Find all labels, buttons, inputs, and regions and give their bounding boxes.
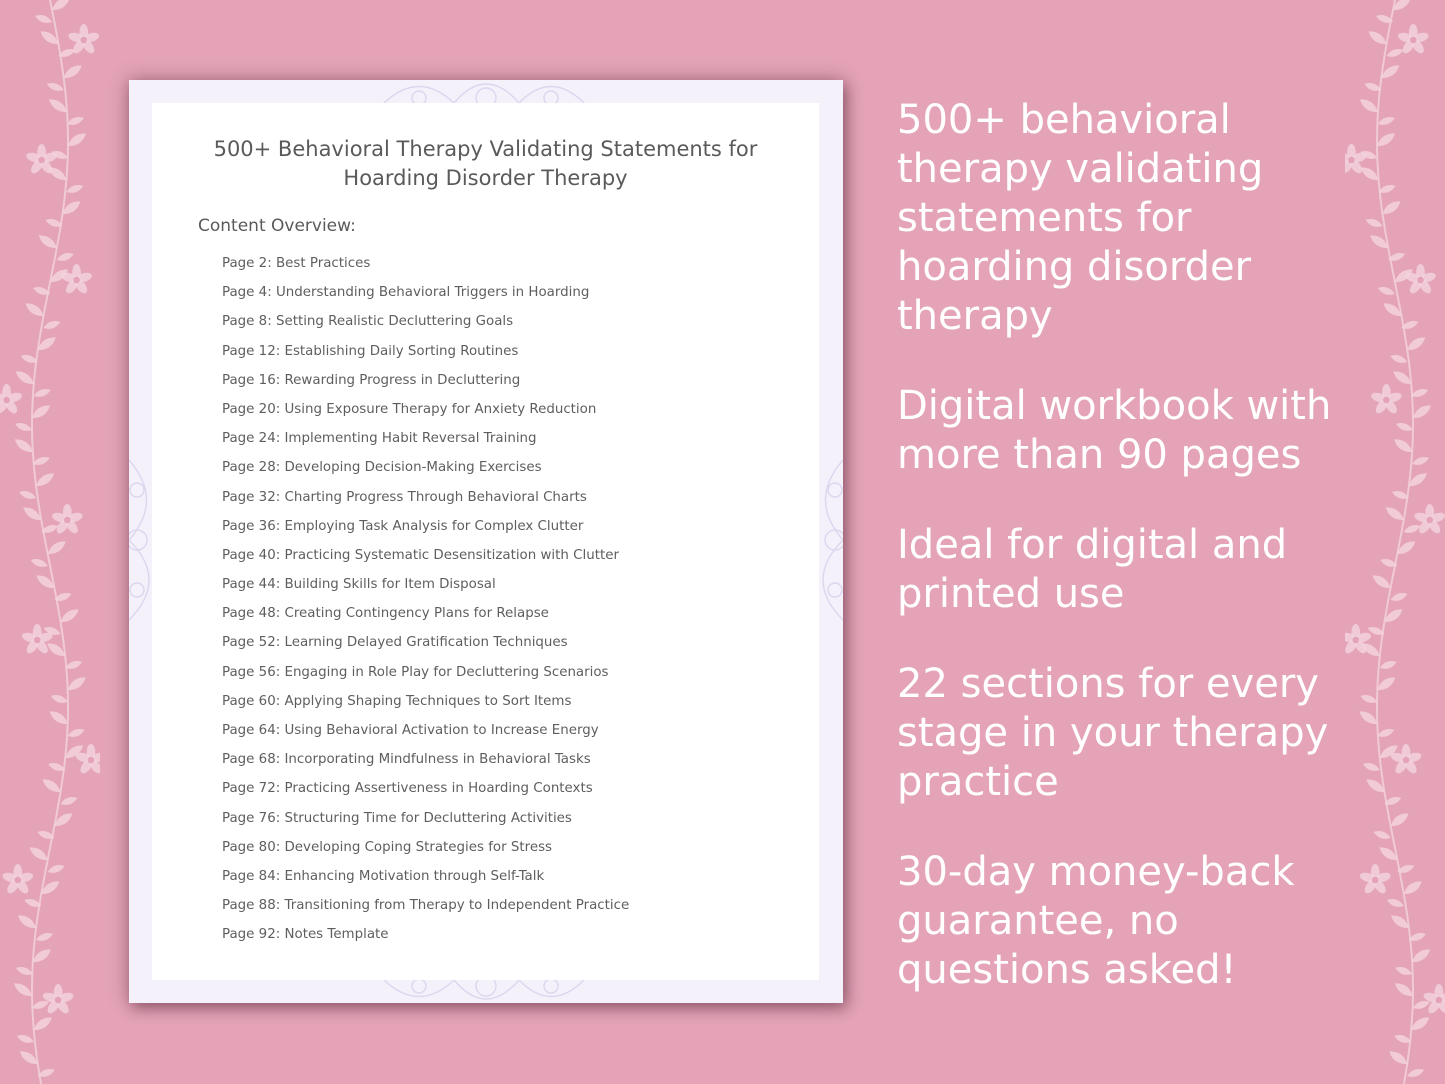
promo-statement-count: 500+ behavioral therapy validating statements for hoarding disorder therapy bbox=[897, 97, 1264, 339]
promo-page-count: Digital workbook with more than 90 pages bbox=[897, 383, 1332, 478]
toc-item: Page 68: Incorporating Mindfulness in Behavioral Tasks bbox=[222, 752, 591, 768]
toc-item: Page 4: Understanding Behavioral Triggers in Hoarding bbox=[222, 285, 590, 301]
floral-vine-left-icon bbox=[0, 0, 100, 1084]
promo-feature-list bbox=[897, 96, 1337, 1036]
toc-item: Page 28: Developing Decision-Making Exercises bbox=[222, 460, 542, 476]
toc-item: Page 64: Using Behavioral Activation to Increase Energy bbox=[222, 723, 599, 738]
promo-usage: Ideal for digital and printed use bbox=[897, 522, 1288, 617]
toc-item: Page 48: Creating Contingency Plans for Relapse bbox=[222, 606, 549, 622]
content-overview-label: Content Overview: bbox=[198, 216, 356, 236]
toc-item: Page 20: Using Exposure Therapy for Anxiety Reduction bbox=[222, 401, 597, 417]
toc-item: Page 32: Charting Progress Through Behavioral Charts bbox=[222, 489, 587, 505]
toc-item: Page 84: Enhancing Motivation through Self-Talk bbox=[222, 868, 545, 884]
toc-item: Page 2: Best Practices bbox=[222, 256, 371, 271]
toc-item: Page 12: Establishing Daily Sorting Routines bbox=[222, 343, 519, 359]
toc-item: Page 44: Building Skills for Item Disposal bbox=[222, 577, 496, 593]
toc-item: Page 80: Developing Coping Strategies for Stress bbox=[222, 839, 553, 855]
document-preview bbox=[129, 80, 843, 1003]
toc-item: Page 40: Practicing Systematic Desensitization with Clutter bbox=[222, 547, 619, 563]
document-title: 500+ Behavioral Therapy Validating Statements for Hoarding Disorder Therapy bbox=[213, 137, 758, 190]
toc-item: Page 52: Learning Delayed Gratification Techniques bbox=[222, 635, 568, 651]
toc-item: Page 76: Structuring Time for Decluttering Activities bbox=[222, 810, 572, 826]
floral-vine-right-icon bbox=[1345, 0, 1445, 1084]
toc-item: Page 36: Employing Task Analysis for Complex Clutter bbox=[222, 518, 584, 534]
toc-item: Page 8: Setting Realistic Decluttering Goals bbox=[222, 314, 514, 330]
toc-item: Page 16: Rewarding Progress in Decluttering bbox=[222, 372, 521, 388]
toc-item: Page 24: Implementing Habit Reversal Training bbox=[222, 431, 537, 447]
toc-item: Page 92: Notes Template bbox=[222, 927, 389, 943]
toc-item: Page 88: Transitioning from Therapy to Independent Practice bbox=[222, 898, 630, 914]
promo-sections: 22 sections for every stage in your therapy practice bbox=[897, 661, 1329, 805]
promo-guarantee: 30-day money-back guarantee, no questions asked! bbox=[897, 849, 1295, 993]
toc-item: Page 60: Applying Shaping Techniques to Sort Items bbox=[222, 693, 572, 709]
toc-item: Page 72: Practicing Assertiveness in Hoarding Contexts bbox=[222, 781, 593, 797]
table-of-contents bbox=[222, 255, 629, 956]
toc-item: Page 56: Engaging in Role Play for Decluttering Scenarios bbox=[222, 664, 609, 680]
document-page bbox=[152, 103, 819, 980]
